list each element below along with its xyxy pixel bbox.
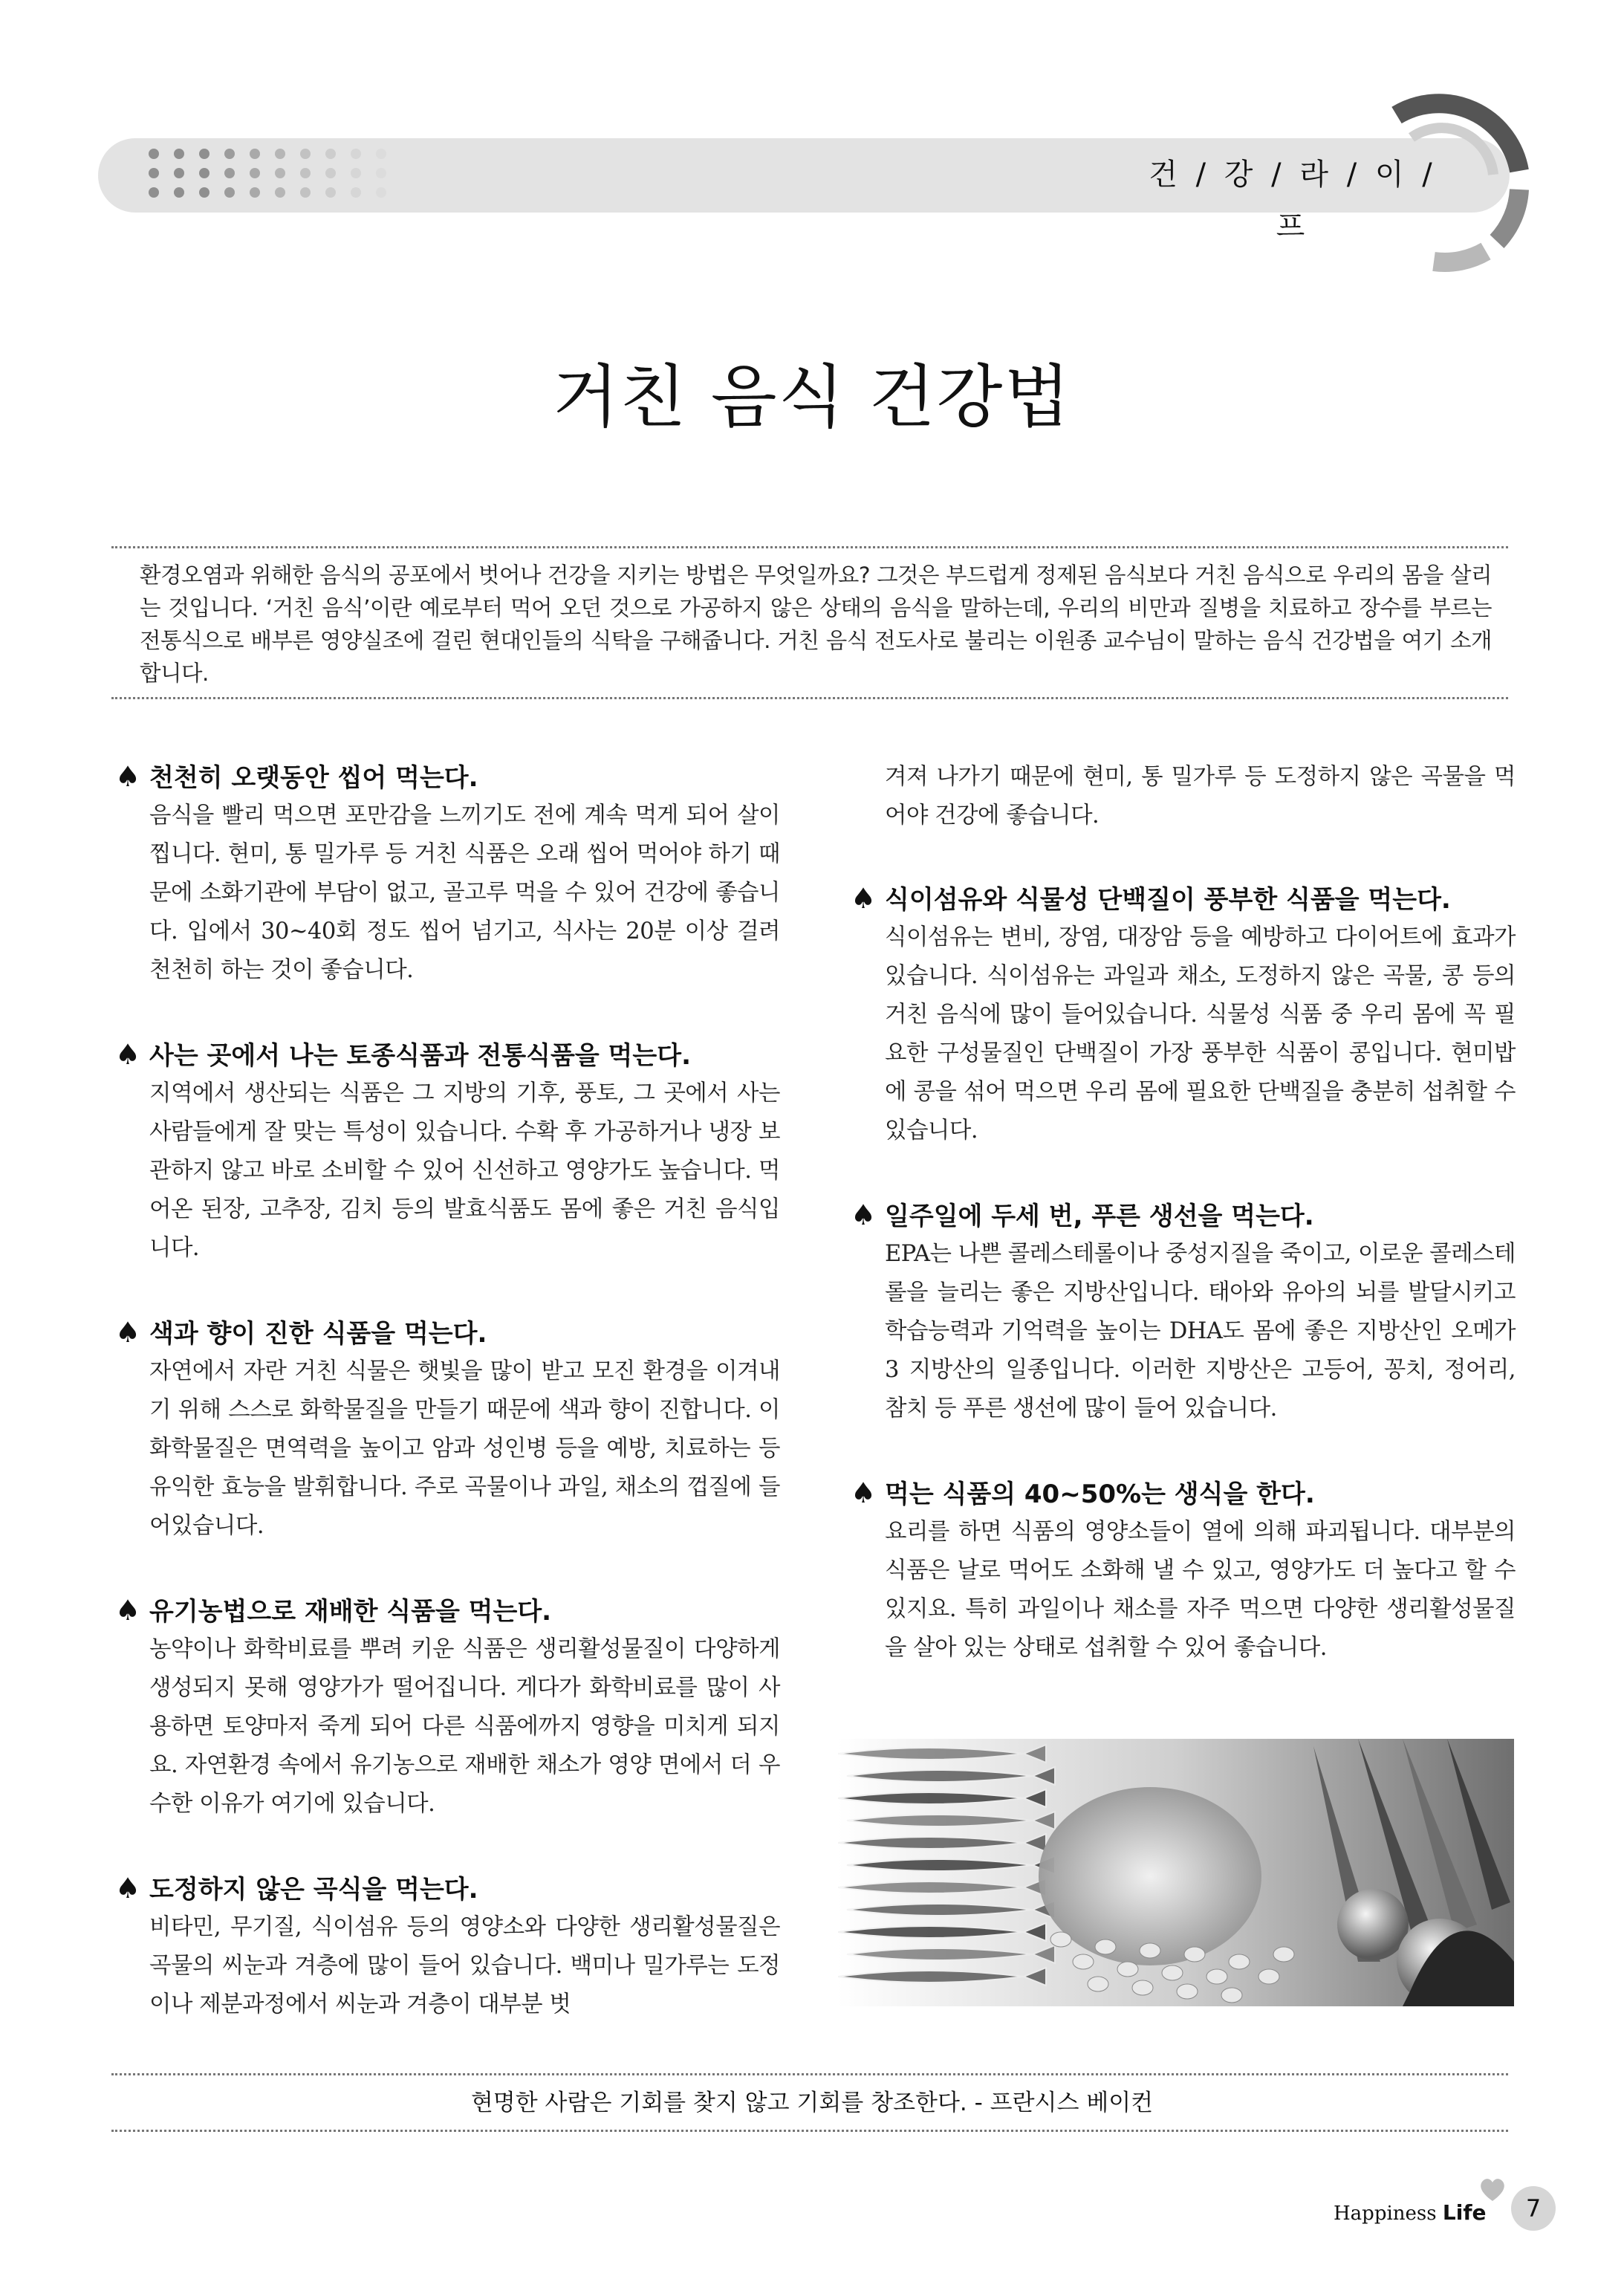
section-heading: ♠ 색과 향이 진한 식품을 먹는다. (115, 1314, 780, 1351)
section-body: 지역에서 생산되는 식품은 그 지방의 기후, 풍토, 그 곳에서 사는 사람들에게 잘 맞는 특성이 있습니다. 수확 후 가공하거나 냉장 보관하지 않고 바로 소비할 수 있어 신선하고 영양가도 높습니다. 먹어온 된장, 고추장, 김치 등의 발효식품도 몸에 좋은 거친 음식입니다. (149, 1080, 780, 1261)
bean-shape (1095, 1939, 1116, 1954)
header-dot (224, 168, 235, 178)
bean-shape (1140, 1943, 1160, 1958)
header-dot (224, 149, 235, 159)
header-dot (376, 187, 386, 198)
ring-ornament-icon (1352, 89, 1538, 275)
section-heading: ♠ 식이섬유와 식물성 단백질이 풍부한 식품을 먹는다. (851, 880, 1516, 917)
header-dot (275, 168, 285, 178)
spade-icon: ♠ (851, 882, 877, 915)
bean-shape (1221, 1988, 1242, 2003)
bean-shape (1050, 1932, 1071, 1947)
header-dot (376, 149, 386, 159)
article-section (115, 758, 780, 990)
section-heading: ♠ 사는 곳에서 나는 토종식품과 전통식품을 먹는다. (115, 1036, 780, 1073)
header-dot (351, 187, 361, 198)
header-dot (325, 187, 336, 198)
footer-bottom-divider (111, 2130, 1508, 2132)
bean-shape (1206, 1969, 1227, 1984)
spade-icon: ♠ (115, 1038, 141, 1071)
bean-shape (1177, 1984, 1198, 1999)
bean-shape (1184, 1947, 1205, 1962)
header-dot (275, 187, 285, 198)
article-section (115, 1314, 780, 1546)
header-dot (149, 168, 159, 178)
section-heading: ♠ 먹는 식품의 40~50%는 생식을 한다. (851, 1474, 1516, 1511)
header-dot (300, 187, 311, 198)
section-body: 자연에서 자란 거친 식물은 햇빛을 많이 받고 모진 환경을 이겨내기 위해 스스로 화학물질을 만들기 때문에 색과 향이 진합니다. 이 화학물질은 면역력을 높이고 암과 성인병 등을 예방, 치료하는 등 유익한 효능을 발휘합니다. 주로 곡물이나 과일, 채소의 껍질에 들어있습니다. (149, 1358, 780, 1539)
article-section (115, 1592, 780, 1824)
bean-shape (1088, 1977, 1108, 1991)
intro-top-divider (111, 546, 1508, 548)
bean-shape (1117, 1962, 1138, 1977)
header-dot (174, 187, 184, 198)
header-dot (250, 168, 260, 178)
bean-shape (1162, 1965, 1183, 1980)
section-body: 식이섬유는 변비, 장염, 대장암 등을 예방하고 다이어트에 효과가 있습니다. 식이섬유는 과일과 채소, 도정하지 않은 곡물, 콩 등의 거친 음식에 많이 들어있습니다. 식물성 식품 중 우리 몸에 꼭 필요한 구성물질인 단백질이 가장 풍부한 식품이 콩입니다. 현미밥에 콩을 섞어 먹으면 우리 몸에 필요한 단백질을 충분히 섭취할 수 있습니다. (885, 924, 1516, 1144)
header-dot (174, 149, 184, 159)
header-dot (174, 168, 184, 178)
section-body: 농약이나 화학비료를 뿌려 키운 식품은 생리활성물질이 다양하게 생성되지 못해 영양가가 떨어집니다. 게다가 화학비료를 많이 사용하면 토양마저 죽게 되어 다른 식품에까지 영향을 미치게 되지요. 자연환경 속에서 유기농으로 재배한 채소가 영양 면에서 더 우수한 이유가 여기에 있습니다. (149, 1636, 780, 1817)
header-dot (199, 149, 210, 159)
right-column (851, 758, 1516, 1714)
spade-icon: ♠ (115, 1316, 141, 1349)
spade-icon: ♠ (115, 760, 141, 793)
page-number: 7 (1511, 2186, 1556, 2231)
section-body: 비타민, 무기질, 식이섬유 등의 영양소와 다양한 생리활성물질은 곡물의 씨눈과 겨층에 많이 들어 있습니다. 백미나 밀가루는 도정이나 제분과정에서 씨눈과 겨층이 대부분 벗 (149, 1914, 780, 2017)
intro-paragraph: 환경오염과 위해한 음식의 공포에서 벗어나 건강을 지키는 방법은 무엇일까요? 그것은 부드럽게 정제된 음식보다 거친 음식으로 우리의 몸을 살리는 것입니다. ‘거친 음식’이란 예로부터 먹어 오던 것으로 가공하지 않은 상태의 음식을 말하는데, 우리의 비만과 질병을 치료하고 장수를 부르는 전통식으로 배부른 영양실조에 걸린 현대인들의 식탁을 구해줍니다. 거친 음식 전도사로 불리는 이원종 교수님이 말하는 음식 건강법을 여기 소개합니다. (140, 563, 1492, 686)
header-dot (199, 187, 210, 198)
header-dot (149, 149, 159, 159)
article-section (115, 1870, 780, 2024)
page-title: 거친 음식 건강법 (552, 357, 1072, 437)
header-dot (250, 149, 260, 159)
header-dot (325, 149, 336, 159)
bean-shape (1273, 1947, 1294, 1962)
continued-text: 겨져 나가기 때문에 현미, 통 밀가루 등 도정하지 않은 곡물을 먹어야 건강에 좋습니다. (885, 764, 1516, 829)
bean-shape (1258, 1969, 1279, 1984)
header-dot (149, 187, 159, 198)
section-heading: ♠ 도정하지 않은 곡식을 먹는다. (115, 1870, 780, 1907)
section-label: 건 / 강 / 라 / 이 / 프 (1149, 158, 1437, 244)
section-heading: ♠ 일주일에 두세 번, 푸른 생선을 먹는다. (851, 1196, 1516, 1234)
header-dot (351, 149, 361, 159)
section-body: 요리를 하면 식품의 영양소들이 열에 의해 파괴됩니다. 대부분의 식품은 날로 먹어도 소화해 낼 수 있고, 영양가도 더 높다고 할 수 있지요. 특히 과일이나 채소를 자주 먹으면 다양한 생리활성물질을 살아 있는 상태로 섭취할 수 있어 좋습니다. (885, 1519, 1516, 1661)
spade-icon: ♠ (851, 1477, 877, 1509)
spade-icon: ♠ (115, 1872, 141, 1905)
header-dot (275, 149, 285, 159)
spade-icon: ♠ (115, 1594, 141, 1627)
heart-icon (1477, 2176, 1508, 2202)
left-column (115, 758, 780, 2070)
bean-shape (1073, 1954, 1094, 1969)
header-dot (224, 187, 235, 198)
brand-logo: Happiness Life (1334, 2200, 1487, 2225)
article-section (115, 1036, 780, 1268)
header-dot (376, 168, 386, 178)
article-section (851, 1196, 1516, 1428)
header-dot (300, 168, 311, 178)
header-dot (300, 149, 311, 159)
header-dot (351, 168, 361, 178)
article-section (851, 1474, 1516, 1667)
spade-icon: ♠ (851, 1199, 877, 1231)
footer-top-divider (111, 2073, 1508, 2075)
section-body: EPA는 나쁜 콜레스테롤이나 중성지질을 죽이고, 이로운 콜레스테롤을 늘리는 좋은 지방산입니다. 태아와 유아의 뇌를 발달시키고 학습능력과 기억력을 높이는 DHA도 몸에 좋은 지방산인 오메가3 지방산의 일종입니다. 이러한 지방산은 고등어, 꽁치, 정어리, 참치 등 푸른 생선에 많이 들어 있습니다. (885, 1241, 1516, 1422)
header-dot (199, 168, 210, 178)
bean-shape (1132, 1980, 1153, 1995)
section-heading: ♠ 유기농법으로 재배한 식품을 먹는다. (115, 1592, 780, 1629)
section-body: 음식을 빨리 먹으면 포만감을 느끼기도 전에 계속 먹게 되어 살이 찝니다. 현미, 통 밀가루 등 거친 식품은 오래 씹어 먹어야 하기 때문에 소화기관에 부담이 없고, 골고루 먹을 수 있어 건강에 좋습니다. 입에서 30~40회 정도 씹어 넘기고, 식사는 20분 이상 걸려 천천히 하는 것이 좋습니다. (149, 803, 780, 983)
section-heading: ♠ 천천히 오랫동안 씹어 먹는다. (115, 758, 780, 795)
article-section (851, 880, 1516, 1150)
header-dot (325, 168, 336, 178)
footer-quote: 현명한 사람은 기회를 찾지 않고 기회를 창조한다. - 프란시스 베이컨 (470, 2090, 1154, 2116)
bean-shape (1229, 1954, 1250, 1969)
header-dot (250, 187, 260, 198)
header-dot-pattern (149, 149, 416, 208)
intro-bottom-divider (111, 697, 1508, 699)
food-photo (838, 1739, 1514, 2006)
